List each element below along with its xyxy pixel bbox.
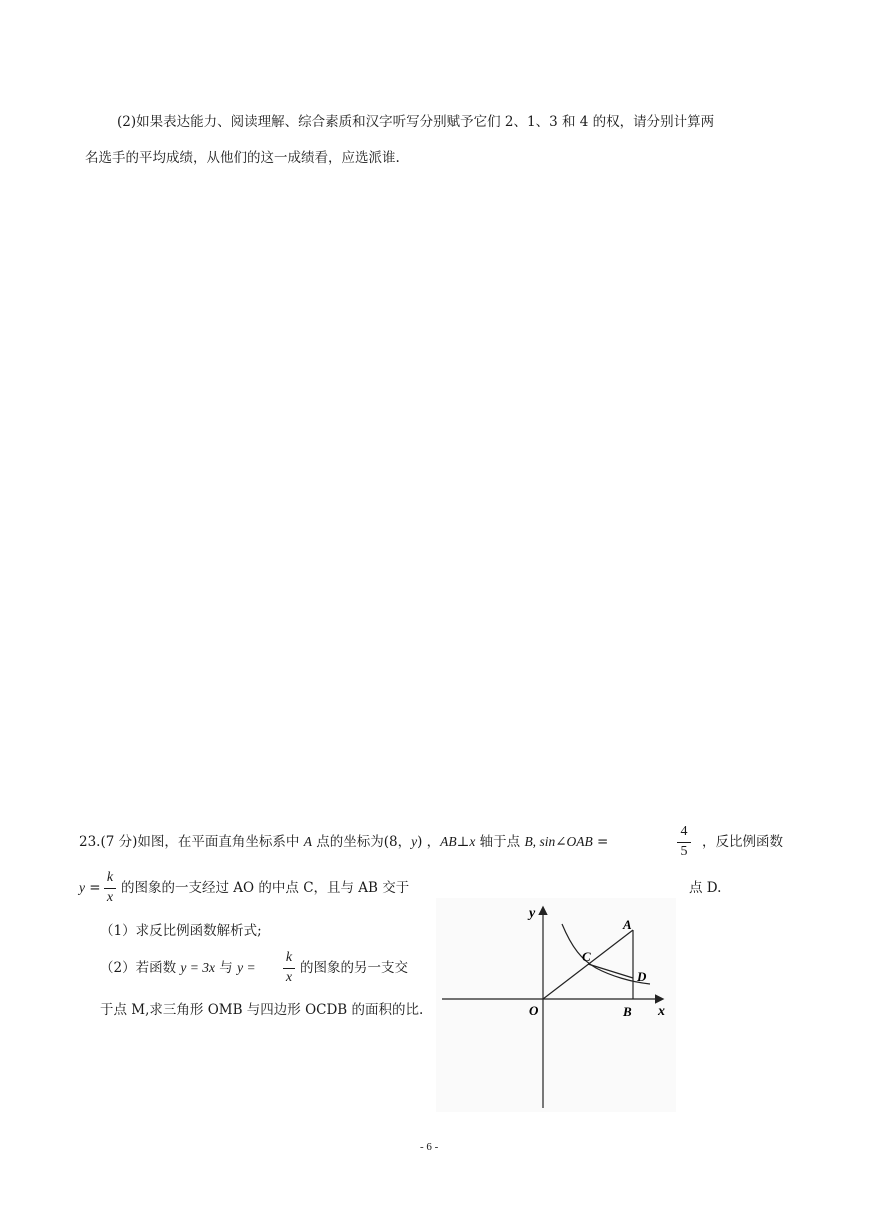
q22-part2-line2: 名选手的平均成绩，从他们的这一成绩看，应选派谁. bbox=[85, 150, 400, 166]
q23-sub2-line2: 于点 M,求三角形 OMB 与四边形 OCDB 的面积的比. bbox=[100, 1002, 424, 1018]
q23-line1 bbox=[79, 832, 608, 852]
fraction-k-x-2 bbox=[283, 948, 295, 988]
fraction-denominator: x bbox=[106, 890, 114, 905]
eq-sign: = bbox=[592, 834, 609, 850]
fraction-numerator: k bbox=[285, 950, 293, 965]
coordinate-figure bbox=[436, 898, 676, 1112]
label-origin-o: O bbox=[529, 1003, 539, 1018]
q23-line2-text: 的图象的一支经过 AO 的中点 C，且与 AB 交于 bbox=[121, 880, 410, 896]
fraction-4-5 bbox=[677, 822, 691, 862]
q23-sub1: （1）求反比例函数解析式; bbox=[100, 923, 262, 939]
func-y-eq: y = bbox=[237, 960, 256, 975]
point-a-label: A bbox=[303, 834, 312, 849]
q23-line1-tail: ，反比例函数 bbox=[702, 834, 783, 850]
point-b-label: B, bbox=[524, 834, 537, 849]
page-number: - 6 - bbox=[420, 1141, 439, 1153]
q23-line2-end: 点 D. bbox=[689, 880, 722, 896]
ab-perp: AB⊥x bbox=[440, 834, 476, 849]
label-x-axis: x bbox=[658, 1004, 665, 1019]
fraction-numerator: k bbox=[106, 870, 114, 885]
q22-part2-line1: (2)如果表达能力、阅读理解、综合素质和汉字听写分别赋予它们 2、1、3 和 4 的权，请分别计算两 bbox=[117, 114, 715, 130]
q23-prefix: 23.(7 分)如图，在平面直角坐标系中 bbox=[79, 834, 304, 850]
label-point-c: C bbox=[582, 949, 591, 964]
func-y-3x: y = 3x bbox=[180, 960, 215, 975]
q23-coord-close: ) ， bbox=[417, 834, 441, 850]
q23-line2-lead bbox=[79, 878, 101, 898]
q23-sub2-line1 bbox=[100, 958, 256, 978]
label-point-a: A bbox=[623, 917, 632, 932]
fraction-denominator: 5 bbox=[680, 844, 688, 859]
q23-sub2-line1-tail: 的图象的另一支交 bbox=[300, 960, 408, 976]
label-point-b: B bbox=[623, 1004, 632, 1019]
fraction-denominator: x bbox=[285, 970, 293, 985]
eq-sign-2: = bbox=[85, 880, 101, 896]
var-y: y bbox=[411, 834, 418, 849]
q23-axis-foot: 轴于点 bbox=[475, 834, 525, 850]
fraction-numerator: 4 bbox=[680, 824, 688, 839]
label-y-axis: y bbox=[529, 906, 536, 921]
sub2-lead: （2）若函数 bbox=[100, 960, 181, 976]
var-y-2: y bbox=[79, 880, 85, 895]
sin-expr: sin∠OAB bbox=[536, 834, 593, 849]
sub2-mid: 与 bbox=[214, 960, 238, 976]
fraction-k-x bbox=[104, 868, 116, 908]
q23-coord-text: 点的坐标为(8， bbox=[311, 834, 412, 850]
label-point-d: D bbox=[637, 969, 647, 984]
